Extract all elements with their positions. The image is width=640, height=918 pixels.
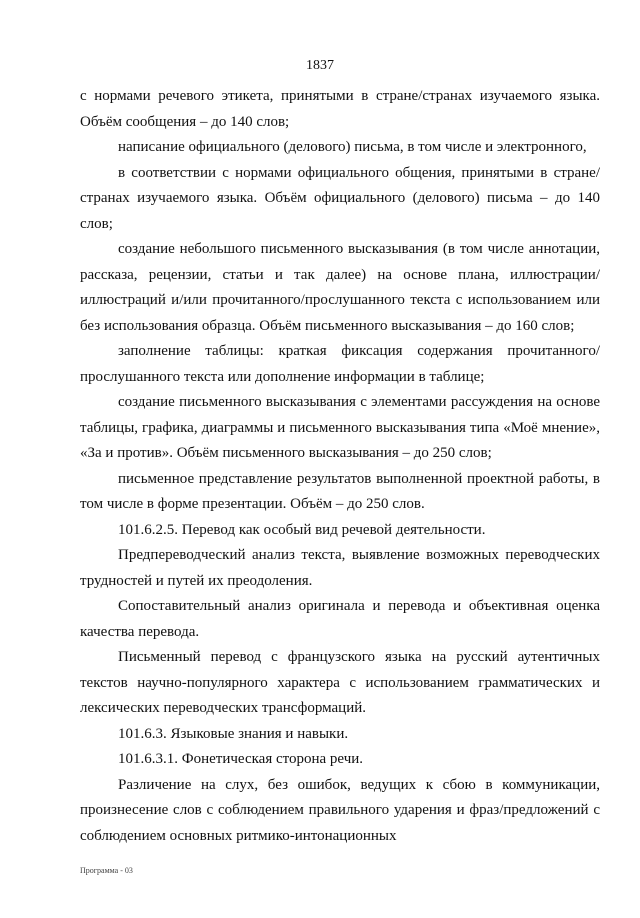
- paragraph-10: Сопоставительный анализ оригинала и перевода и объективная оценка качества перевода.: [80, 598, 600, 640]
- section-heading-101-6-3: 101.6.3. Языковые знания и навыки.: [118, 725, 349, 742]
- paragraph-1: с нормами речевого этикета, принятыми в стране/странах изучаемого языка. Объём сообщения – до 140 слов;: [80, 88, 600, 130]
- page-number: 1837: [306, 58, 334, 73]
- section-heading-101-6-3-1: 101.6.3.1. Фонетическая сторона речи.: [118, 751, 364, 767]
- paragraph-7: письменное представление результатов выполненной проектной работы, в том числе в форме презентации. Объём – до 250 слов.: [80, 470, 600, 512]
- paragraph-11: Письменный перевод с французского языка на русский аутентичных текстов научно-популярного характера с использованием грамматических и лексических переводческих трансформаций.: [80, 649, 600, 716]
- paragraph-9: Предпереводческий анализ текста, выявление возможных переводческих трудностей и путей их преодоления.: [80, 547, 600, 589]
- paragraph-2: написание официального (делового) письма, в том числе и электронного,: [118, 139, 587, 155]
- paragraph-3: в соответствии с нормами официального общения, принятыми в стране/странах изучаемого языка. Объём официального (делового) письма – до 140 слов;: [80, 164, 600, 232]
- paragraph-5: заполнение таблицы: краткая фиксация содержания прочитанного/прослушанного текста или дополнение информации в таблице;: [80, 343, 600, 385]
- paragraph-14: Различение на слух, без ошибок, ведущих к сбою в коммуникации, произнесение слов с соблюдением правильного ударения и фраз/предложений с соблюдением основных ритмико-интонационных: [80, 776, 600, 844]
- paragraph-6: создание письменного высказывания с элементами рассуждения на основе таблицы, графика, диаграммы и письменного высказывания типа «Моё мнение», «За и против». Объём письменного высказывания – до 250 слов;: [80, 394, 600, 461]
- section-heading-101-6-2-5: 101.6.2.5. Перевод как особый вид речевой деятельности.: [118, 521, 486, 538]
- paragraph-4: создание небольшого письменного высказывания (в том числе аннотации, рассказа, рецензии, статьи и так далее) на основе плана, иллюстрации/иллюстраций и/или прочитанного/прослушанного текста с использованием или без использования образца. Объём письменного высказывания – до 160 слов;: [80, 241, 600, 334]
- body-text: [80, 84, 600, 849]
- footer-label: Программа - 03: [80, 866, 133, 875]
